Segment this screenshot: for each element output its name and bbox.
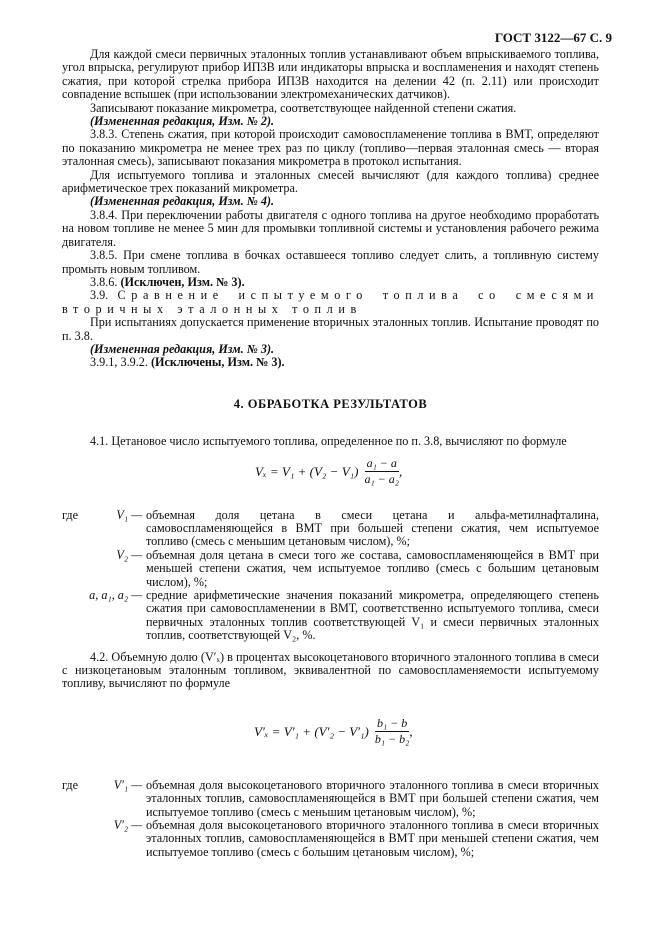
spaced-clause-title: Сравнение испытуемого топлива со смесями вторичных эталонных топлив (62, 288, 599, 316)
fraction-denominator: b₁ − b₂ (374, 732, 410, 747)
def-text: объемная доля цетана в смеси цетана и альфа-метилнафталина, самовоспламеняющейся в ВМТ при большей степени сжатия, чем испытуемое топливо (смесь с меньшим цетановым числом), %; (146, 507, 599, 549)
def-symbol: V₁ — (116, 507, 142, 522)
formula-cetane-number (62, 455, 599, 495)
def-text: объемная доля цетана в смеси того же состава, самовоспламеняющейся в ВМТ при меньшей степени сжатия, чем испытуемое топливо (смесь с большим цетановым числом), %; (146, 547, 599, 589)
paragraph-4-1: 4.1. Цетановое число испытуемого топлива, определенное по п. 3.8, вычисляют по формуле (90, 434, 567, 449)
def-text: объемная доля высокоцетанового вторичного эталонного топлива в смеси вторичных эталонных топлив, самовоспламеняющейся в ВМТ при меньшей степени сжатия, чем испытуемое топливо (смесь с большим цетановым числом), %; (146, 818, 599, 859)
document-body (62, 48, 599, 867)
def-symbol: a, a₁, a₂ — (89, 588, 142, 602)
fraction-denominator: a₁ − a₂ (364, 471, 399, 486)
def-text: объемная доля высокоцетанового вторичного эталонного топлива в смеси вторичных эталонных топлив, самовоспламеняющейся в ВМТ при большей степени сжатия, чем испытуемое топливо (смесь с меньшим цетановым числом), %; (146, 777, 599, 819)
revision-note-4: (Измененная редакция, Изм. № 4). (90, 194, 275, 209)
def-text: средние арифметические значения показаний микрометра, определяющего степень сжатия при самовоспламенении в ВМТ, соответственно испытуемого топлива, смеси первичных эталонных топлив соответствующей V₁ и смеси первичных эталонных топлив, соответствующей V₂, %. (146, 588, 599, 643)
paragraph-3-9-heading (62, 289, 599, 316)
formula-tail: , (398, 463, 403, 479)
paragraph-3-8-5: 3.8.5. При смене топлива в бочках оставшееся топливо следует слить, а топливную систему промыть новым топливом. (62, 248, 599, 276)
section-4-title: 4. ОБРАБОТКА РЕЗУЛЬТАТОВ (233, 396, 428, 411)
clause-number: 3.8.6. (90, 274, 118, 289)
formula-lhs: V′ₓ = V′₁ + (V′₂ − V′₁) (254, 724, 369, 740)
definitions-formula-1 (62, 509, 599, 643)
excluded-note: (Исключен, Изм. № 3). (120, 274, 245, 289)
paragraph-mix-setup: Для каждой смеси первичных эталонных топлив устанавливают объем впрыскиваемого топлива, угол впрыска, регулируют прибор ИП3В или индикаторы впрыска и воспламенения и находят степень сжатия, при которой стрелка прибора ИП3В находится на делении 42 (п. 2.11) или происходит совпадение вспышек (при использовании электромеханических датчиков). (62, 47, 599, 102)
clause-number: 3.9.1, 3.9.2. (90, 355, 148, 370)
formula-secondary-fraction (62, 715, 599, 759)
definitions-formula-2 (62, 779, 599, 859)
where-label: где (62, 777, 79, 792)
page-header: ГОСТ 3122—67 С. 9 (494, 30, 612, 45)
def-symbol: V₂ — (116, 547, 142, 562)
paragraph-3-8-6 (62, 276, 599, 289)
revision-note-2: (Измененная редакция, Изм. № 2). (90, 114, 275, 129)
def-symbol: V′₁ — (113, 777, 142, 792)
formula-fraction (365, 457, 399, 487)
fraction-numerator: b₁ − b (375, 717, 409, 732)
paragraph-3-8-3: 3.8.3. Степень сжатия, при которой происходит самовоспламенение топлива в ВМТ, определяют по показанию микрометра не менее трех раз по циклу (топливо—первая эталонная смесь — вторая эталонная смесь), записывают показания микрометра в протокол испытания. (62, 127, 599, 169)
formula-fraction (375, 717, 409, 747)
excluded-note: (Исключены, Изм. № 3). (150, 355, 285, 370)
paragraph-3-8-4: 3.8.4. При переключении работы двигателя с одного топлива на другое необходимо проработать на новом топливе не менее 5 мин для промывки топливной системы и установления рабочего режима двигателя. (62, 207, 599, 249)
paragraph-3-8-3-average: Для испытуемого топлива и эталонных смесей вычисляют (для каждого топлива) среднее арифметическое трех показаний микрометра. (62, 167, 599, 196)
formula-lhs: Vₓ = V₁ + (V₂ − V₁) (255, 463, 359, 479)
clause-number: 3.9. (90, 288, 109, 303)
revision-note-3: (Измененная редакция, Изм. № 3). (90, 341, 275, 356)
formula-tail: , (409, 724, 413, 740)
paragraph-3-9-body: При испытаниях допускается применение вторичных эталонных топлив. Испытание проводят по п. 3.8. (62, 315, 599, 343)
paragraph-3-9-1 (62, 356, 599, 369)
paragraph-micrometer-record: Записывают показание микрометра, соответствующее найденной степени сжатия. (90, 100, 517, 115)
where-label: где (62, 507, 79, 522)
def-symbol: V′₂ — (113, 818, 142, 833)
paragraph-4-2: 4.2. Объемную долю (V′ₓ) в процентах высокоцетанового вторичного эталонного топлива в смеси с низкоцетановым эталонным топливом, эквивалентной по самовоспламеняемости испытуемому топливу, вычисляют по формуле (62, 649, 599, 691)
fraction-numerator: a₁ − a (365, 457, 399, 472)
